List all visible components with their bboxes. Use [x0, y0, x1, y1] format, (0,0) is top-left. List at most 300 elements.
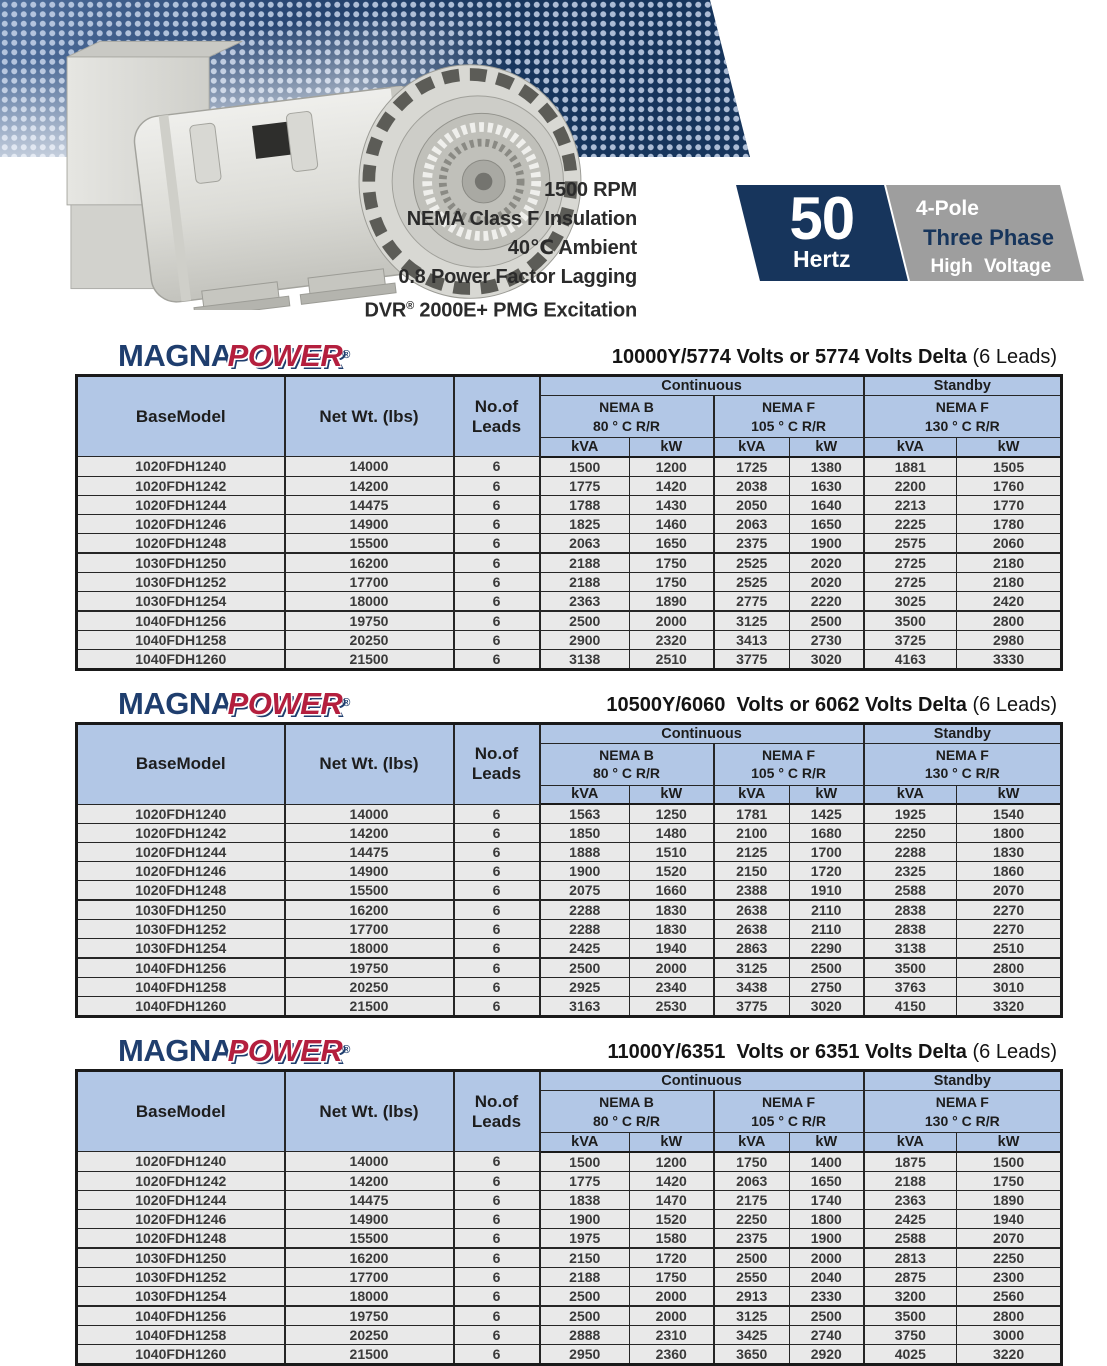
spec-list [365, 176, 637, 326]
value-cell: 21500 [285, 1344, 454, 1364]
value-cell: 2000 [630, 1286, 714, 1306]
value-cell: 2063 [714, 514, 790, 533]
value-cell: 14200 [285, 824, 454, 843]
value-cell: 3775 [714, 997, 790, 1017]
base-model-cell: 1020FDH1248 [77, 881, 285, 901]
ratings-table [75, 722, 1063, 1019]
value-cell: 2188 [540, 1267, 630, 1286]
magnapower-logo: MAGNAPOWER® [118, 1033, 351, 1068]
value-cell: 2188 [864, 1171, 957, 1190]
value-cell: 1900 [540, 862, 630, 881]
value-cell: 1940 [630, 939, 714, 959]
value-cell: 2330 [790, 1286, 864, 1306]
table-title: 10000Y/5774 Volts or 5774 Volts Delta (6 Leads) [611, 346, 1057, 368]
value-cell: 6 [454, 862, 540, 881]
col-base-model: BaseModel [77, 723, 285, 804]
col-net-wt: Net Wt. (lbs) [285, 1071, 454, 1152]
value-cell: 6 [454, 920, 540, 939]
value-cell: 3425 [714, 1325, 790, 1344]
value-cell: 3025 [864, 591, 957, 611]
col-kw: kW [790, 438, 864, 457]
value-cell: 1520 [630, 862, 714, 881]
value-cell: 1825 [540, 514, 630, 533]
value-cell: 6 [454, 1152, 540, 1172]
base-model-cell: 1040FDH1256 [77, 611, 285, 631]
value-cell: 2020 [790, 553, 864, 573]
table-row [77, 457, 1062, 477]
value-cell: 18000 [285, 591, 454, 611]
value-cell: 1400 [790, 1152, 864, 1172]
base-model-cell: 1030FDH1254 [77, 591, 285, 611]
value-cell: 2360 [630, 1344, 714, 1364]
table-row [77, 1286, 1062, 1306]
value-cell: 2375 [714, 533, 790, 553]
value-cell: 1580 [630, 1228, 714, 1248]
value-cell: 14900 [285, 1209, 454, 1228]
value-cell: 2150 [540, 1248, 630, 1268]
value-cell: 14475 [285, 495, 454, 514]
value-cell: 19750 [285, 1306, 454, 1326]
base-model-cell: 1030FDH1252 [77, 572, 285, 591]
table-row [77, 1171, 1062, 1190]
value-cell: 1725 [714, 457, 790, 477]
value-cell: 1505 [957, 457, 1062, 477]
value-cell: 3138 [864, 939, 957, 959]
table-row [77, 630, 1062, 649]
value-cell: 2800 [957, 958, 1062, 978]
voltage-label: High Voltage [930, 256, 1052, 277]
value-cell: 2530 [630, 997, 714, 1017]
value-cell: 6 [454, 630, 540, 649]
value-cell: 1520 [630, 1209, 714, 1228]
base-model-cell: 1040FDH1258 [77, 630, 285, 649]
value-cell: 14000 [285, 804, 454, 824]
value-cell: 6 [454, 1228, 540, 1248]
col-nema-f: NEMA F 105 ° C R/R [714, 396, 864, 438]
value-cell: 6 [454, 553, 540, 573]
base-model-cell: 1020FDH1246 [77, 1209, 285, 1228]
col-standby: Standby [864, 376, 1062, 396]
value-cell: 1750 [630, 553, 714, 573]
value-cell: 3775 [714, 649, 790, 669]
value-cell: 21500 [285, 997, 454, 1017]
value-cell: 2040 [790, 1267, 864, 1286]
value-cell: 2375 [714, 1228, 790, 1248]
value-cell: 21500 [285, 649, 454, 669]
value-cell: 2575 [864, 533, 957, 553]
value-cell: 1760 [957, 476, 1062, 495]
value-cell: 6 [454, 495, 540, 514]
value-cell: 6 [454, 1190, 540, 1209]
value-cell: 3138 [540, 649, 630, 669]
value-cell: 2250 [864, 824, 957, 843]
value-cell: 3020 [790, 997, 864, 1017]
table-row [77, 649, 1062, 669]
value-cell: 2500 [714, 1248, 790, 1268]
value-cell: 1750 [630, 1267, 714, 1286]
value-cell: 1420 [630, 1171, 714, 1190]
value-cell: 6 [454, 978, 540, 997]
value-cell: 1650 [630, 533, 714, 553]
table-row [77, 862, 1062, 881]
col-net-wt: Net Wt. (lbs) [285, 376, 454, 457]
value-cell: 2588 [864, 1228, 957, 1248]
col-kva: kVA [540, 438, 630, 457]
hertz-unit: Hertz [792, 246, 851, 272]
value-cell: 2725 [864, 553, 957, 573]
value-cell: 1563 [540, 804, 630, 824]
table-row [77, 553, 1062, 573]
value-cell: 2900 [540, 630, 630, 649]
value-cell: 6 [454, 611, 540, 631]
value-cell: 3000 [957, 1325, 1062, 1344]
value-cell: 2020 [790, 572, 864, 591]
value-cell: 1720 [790, 862, 864, 881]
base-model-cell: 1020FDH1248 [77, 533, 285, 553]
value-cell: 1750 [630, 572, 714, 591]
value-cell: 1640 [790, 495, 864, 514]
col-kva: kVA [714, 1133, 790, 1152]
value-cell: 2175 [714, 1190, 790, 1209]
value-cell: 17700 [285, 1267, 454, 1286]
table-row [77, 1248, 1062, 1268]
value-cell: 2500 [790, 1306, 864, 1326]
base-model-cell: 1040FDH1260 [77, 997, 285, 1017]
value-cell: 6 [454, 1306, 540, 1326]
value-cell: 2075 [540, 881, 630, 901]
table-row [77, 958, 1062, 978]
value-cell: 4150 [864, 997, 957, 1017]
value-cell: 6 [454, 1209, 540, 1228]
value-cell: 2363 [864, 1190, 957, 1209]
col-nema-b: NEMA B 80 ° C R/R [540, 396, 714, 438]
value-cell: 2500 [540, 958, 630, 978]
value-cell: 6 [454, 1286, 540, 1306]
value-cell: 2340 [630, 978, 714, 997]
value-cell: 2510 [630, 649, 714, 669]
registered-mark: ® [406, 300, 415, 312]
base-model-cell: 1020FDH1244 [77, 843, 285, 862]
table-row [77, 476, 1062, 495]
spec-line: NEMA Class F Insulation [406, 208, 637, 230]
base-model-cell: 1030FDH1252 [77, 1267, 285, 1286]
base-model-cell: 1040FDH1260 [77, 1344, 285, 1364]
base-model-cell: 1020FDH1240 [77, 804, 285, 824]
value-cell: 14200 [285, 1171, 454, 1190]
col-kw: kW [630, 438, 714, 457]
value-cell: 15500 [285, 1228, 454, 1248]
value-cell: 2800 [957, 611, 1062, 631]
value-cell: 2200 [864, 476, 957, 495]
table-row [77, 1325, 1062, 1344]
table-row [77, 804, 1062, 824]
value-cell: 1740 [790, 1190, 864, 1209]
value-cell: 1890 [957, 1190, 1062, 1209]
value-cell: 1200 [630, 1152, 714, 1172]
value-cell: 1650 [790, 514, 864, 533]
value-cell: 1480 [630, 824, 714, 843]
value-cell: 14475 [285, 843, 454, 862]
value-cell: 6 [454, 476, 540, 495]
value-cell: 1660 [630, 881, 714, 901]
value-cell: 1900 [540, 1209, 630, 1228]
table-row [77, 824, 1062, 843]
value-cell: 2920 [790, 1344, 864, 1364]
value-cell: 2320 [630, 630, 714, 649]
table-row [77, 1228, 1062, 1248]
value-cell: 2325 [864, 862, 957, 881]
value-cell: 1700 [790, 843, 864, 862]
value-cell: 6 [454, 1171, 540, 1190]
value-cell: 2000 [630, 958, 714, 978]
value-cell: 3220 [957, 1344, 1062, 1364]
value-cell: 2000 [630, 611, 714, 631]
table-row [77, 900, 1062, 920]
value-cell: 1500 [957, 1152, 1062, 1172]
value-cell: 16200 [285, 1248, 454, 1268]
value-cell: 2288 [540, 920, 630, 939]
value-cell: 1940 [957, 1209, 1062, 1228]
value-cell: 2110 [790, 920, 864, 939]
value-cell: 14900 [285, 862, 454, 881]
table-row [77, 1344, 1062, 1364]
value-cell: 2363 [540, 591, 630, 611]
value-cell: 6 [454, 997, 540, 1017]
value-cell: 15500 [285, 881, 454, 901]
base-model-cell: 1030FDH1252 [77, 920, 285, 939]
value-cell: 3750 [864, 1325, 957, 1344]
col-continuous: Continuous [540, 723, 864, 743]
col-nema-f: NEMA F 105 ° C R/R [714, 743, 864, 785]
table-row [77, 881, 1062, 901]
value-cell: 2925 [540, 978, 630, 997]
value-cell: 2288 [864, 843, 957, 862]
value-cell: 6 [454, 1267, 540, 1286]
value-cell: 3763 [864, 978, 957, 997]
value-cell: 2638 [714, 920, 790, 939]
value-cell: 6 [454, 1325, 540, 1344]
value-cell: 18000 [285, 939, 454, 959]
value-cell: 1830 [630, 920, 714, 939]
value-cell: 2500 [540, 611, 630, 631]
hertz-value: 50 [789, 185, 855, 252]
value-cell: 3500 [864, 611, 957, 631]
base-model-cell: 1040FDH1256 [77, 958, 285, 978]
value-cell: 6 [454, 843, 540, 862]
col-kw: kW [957, 1133, 1062, 1152]
base-model-cell: 1020FDH1244 [77, 1190, 285, 1209]
base-model-cell: 1030FDH1250 [77, 553, 285, 573]
base-model-cell: 1030FDH1254 [77, 939, 285, 959]
spec-line-dvr: DVR® 2000E+ PMG Excitation [364, 299, 637, 322]
value-cell: 17700 [285, 920, 454, 939]
value-cell: 2500 [540, 1286, 630, 1306]
table-row [77, 978, 1062, 997]
value-cell: 14900 [285, 514, 454, 533]
base-model-cell: 1040FDH1258 [77, 978, 285, 997]
value-cell: 2775 [714, 591, 790, 611]
value-cell: 1900 [790, 533, 864, 553]
value-cell: 2180 [957, 572, 1062, 591]
value-cell: 2500 [790, 611, 864, 631]
value-cell: 6 [454, 1248, 540, 1268]
value-cell: 3200 [864, 1286, 957, 1306]
value-cell: 16200 [285, 900, 454, 920]
value-cell: 20250 [285, 978, 454, 997]
value-cell: 6 [454, 939, 540, 959]
col-nema-f-standby: NEMA F 130 ° C R/R [864, 1091, 1062, 1133]
base-model-cell: 1020FDH1246 [77, 862, 285, 881]
value-cell: 2290 [790, 939, 864, 959]
base-model-cell: 1020FDH1246 [77, 514, 285, 533]
table-section-10000y [0, 332, 1107, 671]
base-model-cell: 1020FDH1242 [77, 476, 285, 495]
col-net-wt: Net Wt. (lbs) [285, 723, 454, 804]
value-cell: 2220 [790, 591, 864, 611]
value-cell: 2288 [540, 900, 630, 920]
value-cell: 2813 [864, 1248, 957, 1268]
spec-line: 40℃ Ambient [507, 237, 637, 259]
value-cell: 1770 [957, 495, 1062, 514]
value-cell: 14000 [285, 1152, 454, 1172]
base-model-cell: 1020FDH1242 [77, 824, 285, 843]
value-cell: 2270 [957, 920, 1062, 939]
value-cell: 1500 [540, 1152, 630, 1172]
col-nema-b: NEMA B 80 ° C R/R [540, 1091, 714, 1133]
spec-line: 1500 RPM [544, 179, 637, 201]
value-cell: 1910 [790, 881, 864, 901]
col-leads: No.of Leads [454, 376, 540, 457]
value-cell: 19750 [285, 958, 454, 978]
value-cell: 1630 [790, 476, 864, 495]
ratings-table [75, 374, 1063, 671]
value-cell: 2913 [714, 1286, 790, 1306]
value-cell: 1200 [630, 457, 714, 477]
table-row [77, 611, 1062, 631]
value-cell: 2750 [790, 978, 864, 997]
table-row [77, 939, 1062, 959]
value-cell: 6 [454, 591, 540, 611]
col-standby: Standby [864, 1071, 1062, 1091]
value-cell: 1750 [714, 1152, 790, 1172]
value-cell: 2588 [864, 881, 957, 901]
col-leads: No.of Leads [454, 723, 540, 804]
value-cell: 1830 [957, 843, 1062, 862]
value-cell: 2038 [714, 476, 790, 495]
value-cell: 1250 [630, 804, 714, 824]
col-leads: No.of Leads [454, 1071, 540, 1152]
base-model-cell: 1040FDH1258 [77, 1325, 285, 1344]
base-model-cell: 1020FDH1240 [77, 457, 285, 477]
value-cell: 2310 [630, 1325, 714, 1344]
col-continuous: Continuous [540, 376, 864, 396]
value-cell: 3125 [714, 1306, 790, 1326]
col-nema-b: NEMA B 80 ° C R/R [540, 743, 714, 785]
table-row [77, 1152, 1062, 1172]
value-cell: 2050 [714, 495, 790, 514]
value-cell: 2000 [630, 1306, 714, 1326]
col-kva: kVA [864, 785, 957, 804]
value-cell: 14475 [285, 1190, 454, 1209]
value-cell: 1540 [957, 804, 1062, 824]
value-cell: 1780 [957, 514, 1062, 533]
value-cell: 2150 [714, 862, 790, 881]
value-cell: 1750 [957, 1171, 1062, 1190]
table-title: 11000Y/6351 Volts or 6351 Volts Delta (6 Leads) [607, 1041, 1057, 1063]
value-cell: 1800 [790, 1209, 864, 1228]
value-cell: 1500 [540, 457, 630, 477]
value-cell: 2725 [864, 572, 957, 591]
col-nema-f-standby: NEMA F 130 ° C R/R [864, 743, 1062, 785]
value-cell: 20250 [285, 1325, 454, 1344]
value-cell: 1775 [540, 476, 630, 495]
value-cell: 2100 [714, 824, 790, 843]
col-nema-f: NEMA F 105 ° C R/R [714, 1091, 864, 1133]
value-cell: 4025 [864, 1344, 957, 1364]
value-cell: 2550 [714, 1267, 790, 1286]
value-cell: 3320 [957, 997, 1062, 1017]
value-cell: 3413 [714, 630, 790, 649]
value-cell: 6 [454, 514, 540, 533]
value-cell: 1875 [864, 1152, 957, 1172]
value-cell: 1420 [630, 476, 714, 495]
value-cell: 2525 [714, 553, 790, 573]
table-row [77, 997, 1062, 1017]
value-cell: 2063 [714, 1171, 790, 1190]
value-cell: 3650 [714, 1344, 790, 1364]
value-cell: 1788 [540, 495, 630, 514]
value-cell: 6 [454, 1344, 540, 1364]
pole-phase-badge [886, 185, 1084, 281]
value-cell: 14000 [285, 457, 454, 477]
col-kva: kVA [864, 438, 957, 457]
value-cell: 3125 [714, 611, 790, 631]
table-row [77, 495, 1062, 514]
value-cell: 1425 [790, 804, 864, 824]
value-cell: 2950 [540, 1344, 630, 1364]
value-cell: 2388 [714, 881, 790, 901]
table-row [77, 1190, 1062, 1209]
col-kva: kVA [714, 785, 790, 804]
col-kw: kW [630, 785, 714, 804]
table-row [77, 591, 1062, 611]
value-cell: 6 [454, 881, 540, 901]
value-cell: 1860 [957, 862, 1062, 881]
value-cell: 2060 [957, 533, 1062, 553]
col-kva: kVA [864, 1133, 957, 1152]
table-row [77, 1209, 1062, 1228]
value-cell: 6 [454, 649, 540, 669]
pole-label: 4-Pole [915, 197, 979, 220]
col-kw: kW [957, 785, 1062, 804]
value-cell: 3330 [957, 649, 1062, 669]
value-cell: 15500 [285, 533, 454, 553]
value-cell: 2420 [957, 591, 1062, 611]
value-cell: 1925 [864, 804, 957, 824]
base-model-cell: 1020FDH1240 [77, 1152, 285, 1172]
table-row [77, 533, 1062, 553]
table-title: 10500Y/6060 Volts or 6062 Volts Delta (6 Leads) [606, 693, 1057, 716]
value-cell: 14200 [285, 476, 454, 495]
col-base-model: BaseModel [77, 376, 285, 457]
value-cell: 2300 [957, 1267, 1062, 1286]
value-cell: 2875 [864, 1267, 957, 1286]
value-cell: 6 [454, 900, 540, 920]
base-model-cell: 1030FDH1250 [77, 1248, 285, 1268]
value-cell: 3438 [714, 978, 790, 997]
value-cell: 1800 [957, 824, 1062, 843]
value-cell: 2980 [957, 630, 1062, 649]
